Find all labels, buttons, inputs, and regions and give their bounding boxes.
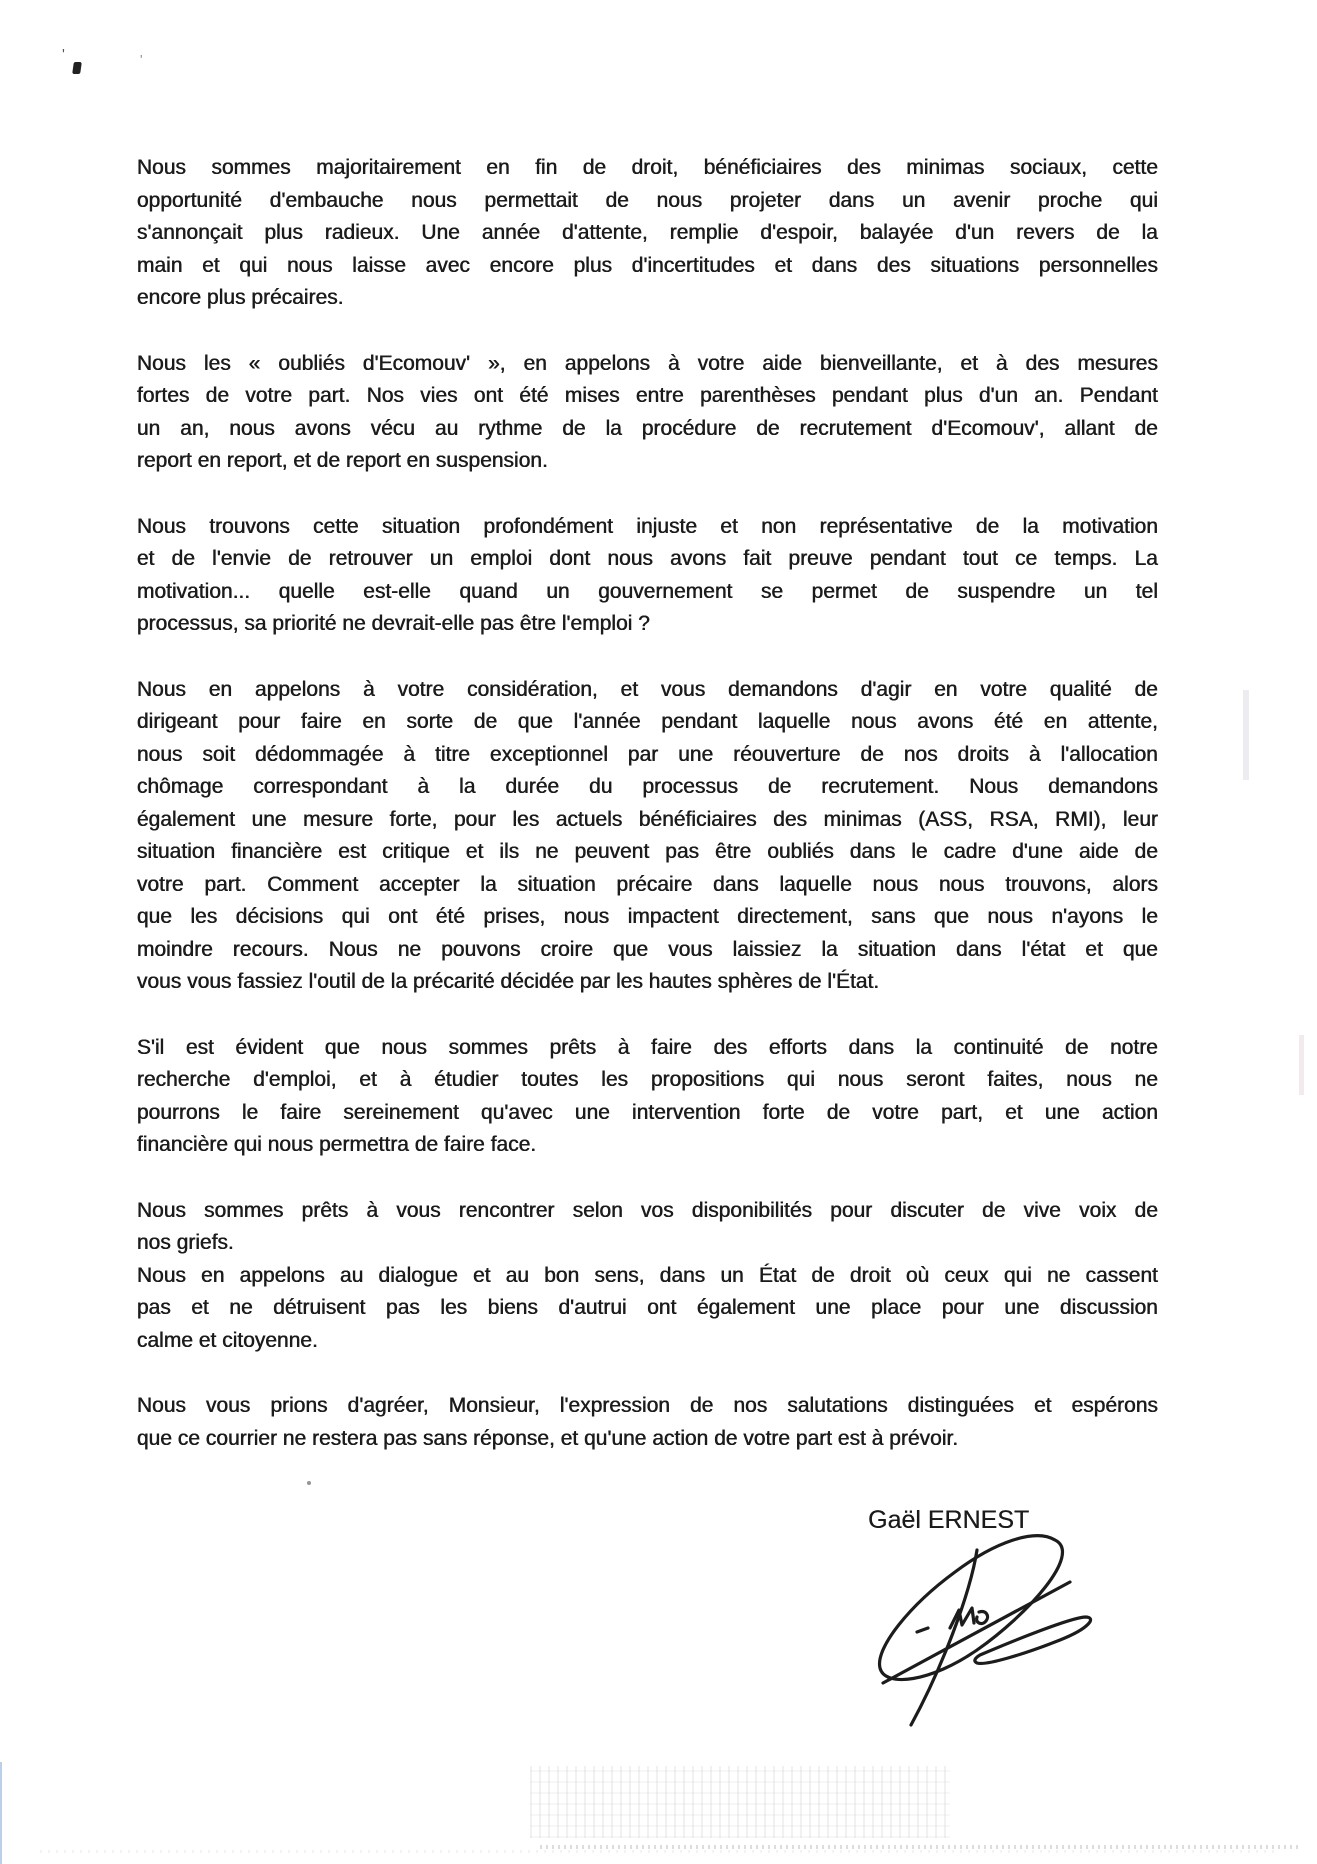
- letter-paragraph: [137, 1195, 1158, 1260]
- letter-line: encore plus précaires.: [137, 286, 344, 309]
- letter-body: [137, 152, 1158, 1455]
- scan-speck-icon: ': [62, 46, 65, 63]
- letter-line: fortes de votre part. Nos vies ont été mises entre parenthèses pendant plus d'un an. Pendant: [137, 384, 1158, 407]
- letter-line: Nous les « oubliés d'Ecomouv' », en appelons à votre aide bienveillante, et à des mesures: [137, 351, 1158, 375]
- letter-line: Nous vous prions d'agréer, Monsieur, l'expression de nos salutations distinguées et espérons: [137, 1394, 1158, 1417]
- letter-line: recherche d'emploi, et à étudier toutes les propositions qui nous seront faites, nous ne: [137, 1068, 1158, 1091]
- letter-line: Nous trouvons cette situation profondément injuste et non représentative de la motivation: [137, 514, 1158, 538]
- letter-line: situation financière est critique et ils ne peuvent pas être oubliés dans le cadre d'une aide de: [137, 840, 1158, 863]
- letter-line: financière qui nous permettra de faire face.: [137, 1133, 537, 1156]
- letter-line: chômage correspondant à la durée du processus de recrutement. Nous demandons: [137, 775, 1158, 798]
- scan-smudge: [1243, 690, 1249, 780]
- letter-line: nos griefs.: [137, 1231, 234, 1254]
- letter-paragraph: [137, 511, 1158, 641]
- letter-paragraph: [137, 152, 1158, 315]
- letter-line: votre part. Comment accepter la situation précaire dans laquelle nous nous trouvons, alors: [137, 872, 1158, 896]
- scan-speck-icon: [307, 1481, 311, 1485]
- letter-line: Nous en appelons au dialogue et au bon sens, dans un État de droit où ceux qui ne cassent: [137, 1263, 1158, 1287]
- letter-line: opportunité d'embauche nous permettait de nous projeter dans un avenir proche qui: [137, 188, 1158, 212]
- letter-line: motivation... quelle est-elle quand un gouvernement se permet de suspendre un tel: [137, 579, 1158, 603]
- letter-line: vous vous fassiez l'outil de la précarité décidée par les hautes sphères de l'État.: [137, 970, 880, 993]
- letter-paragraph: [137, 674, 1158, 999]
- letter-line: Nous sommes prêts à vous rencontrer selon vos disponibilités pour discuter de vive voix de: [137, 1198, 1158, 1222]
- letter-line: processus, sa priorité ne devrait-elle pas être l'emploi ?: [137, 612, 650, 635]
- letter-paragraph: [137, 1032, 1158, 1162]
- scan-noise-line: [540, 1845, 1300, 1849]
- letter-line: que les décisions qui ont été prises, nous impactent directement, sans que nous n'ayons le: [137, 905, 1158, 928]
- scan-noise-band: [0, 1762, 1317, 1864]
- letter-line: pourrons le faire sereinement qu'avec une intervention forte de votre part, et une action: [137, 1100, 1158, 1124]
- letter-paragraph: [137, 1260, 1158, 1358]
- letter-line: main et qui nous laisse avec encore plus d'incertitudes et dans des situations personnelles: [137, 253, 1158, 277]
- scan-speck-icon: [72, 62, 82, 74]
- letter-line: moindre recours. Nous ne pouvons croire que vous laissiez la situation dans l'état et que: [137, 937, 1158, 961]
- letter-line: pas et ne détruisent pas les biens d'autrui ont également une place pour une discussion: [137, 1296, 1158, 1319]
- letter-paragraph: [137, 348, 1158, 478]
- letter-line: dirigeant pour faire en sorte de que l'année pendant laquelle nous avons été en attente,: [137, 710, 1158, 733]
- scan-speck-icon: ': [140, 52, 143, 67]
- scan-noise-speckle: [530, 1766, 950, 1838]
- scan-edge-line: [0, 1762, 2, 1864]
- letter-paragraph: [137, 1390, 1158, 1455]
- handwritten-signature: [855, 1520, 1105, 1735]
- letter-line: report en report, et de report en suspension.: [137, 449, 548, 472]
- letter-line: un an, nous avons vécu au rythme de la procédure de recrutement d'Ecomouv', allant de: [137, 416, 1158, 440]
- letter-line: Nous en appelons à votre considération, et vous demandons d'agir en votre qualité de: [137, 677, 1158, 701]
- letter-line: calme et citoyenne.: [137, 1328, 318, 1352]
- letter-line: que ce courrier ne restera pas sans réponse, et qu'une action de votre part est à prévoir.: [137, 1426, 959, 1450]
- letter-line: nous soit dédommagée à titre exceptionnel par une réouverture de nos droits à l'allocation: [137, 742, 1158, 766]
- letter-line: également une mesure forte, pour les actuels bénéficiaires des minimas (ASS, RSA, RMI), leur: [137, 807, 1158, 831]
- letter-line: s'annonçait plus radieux. Une année d'attente, remplie d'espoir, balayée d'un revers de la: [137, 221, 1158, 244]
- scan-noise-line: [40, 1850, 1280, 1853]
- letter-line: Nous sommes majoritairement en fin de droit, bénéficiaires des minimas sociaux, cette: [137, 156, 1158, 179]
- scan-smudge: [1299, 1035, 1304, 1095]
- letter-line: et de l'envie de retrouver un emploi dont nous avons fait preuve pendant tout ce temps. La: [137, 547, 1158, 570]
- letter-line: S'il est évident que nous sommes prêts à faire des efforts dans la continuité de notre: [137, 1035, 1158, 1059]
- signature-name: Gaël ERNEST: [868, 1506, 1030, 1534]
